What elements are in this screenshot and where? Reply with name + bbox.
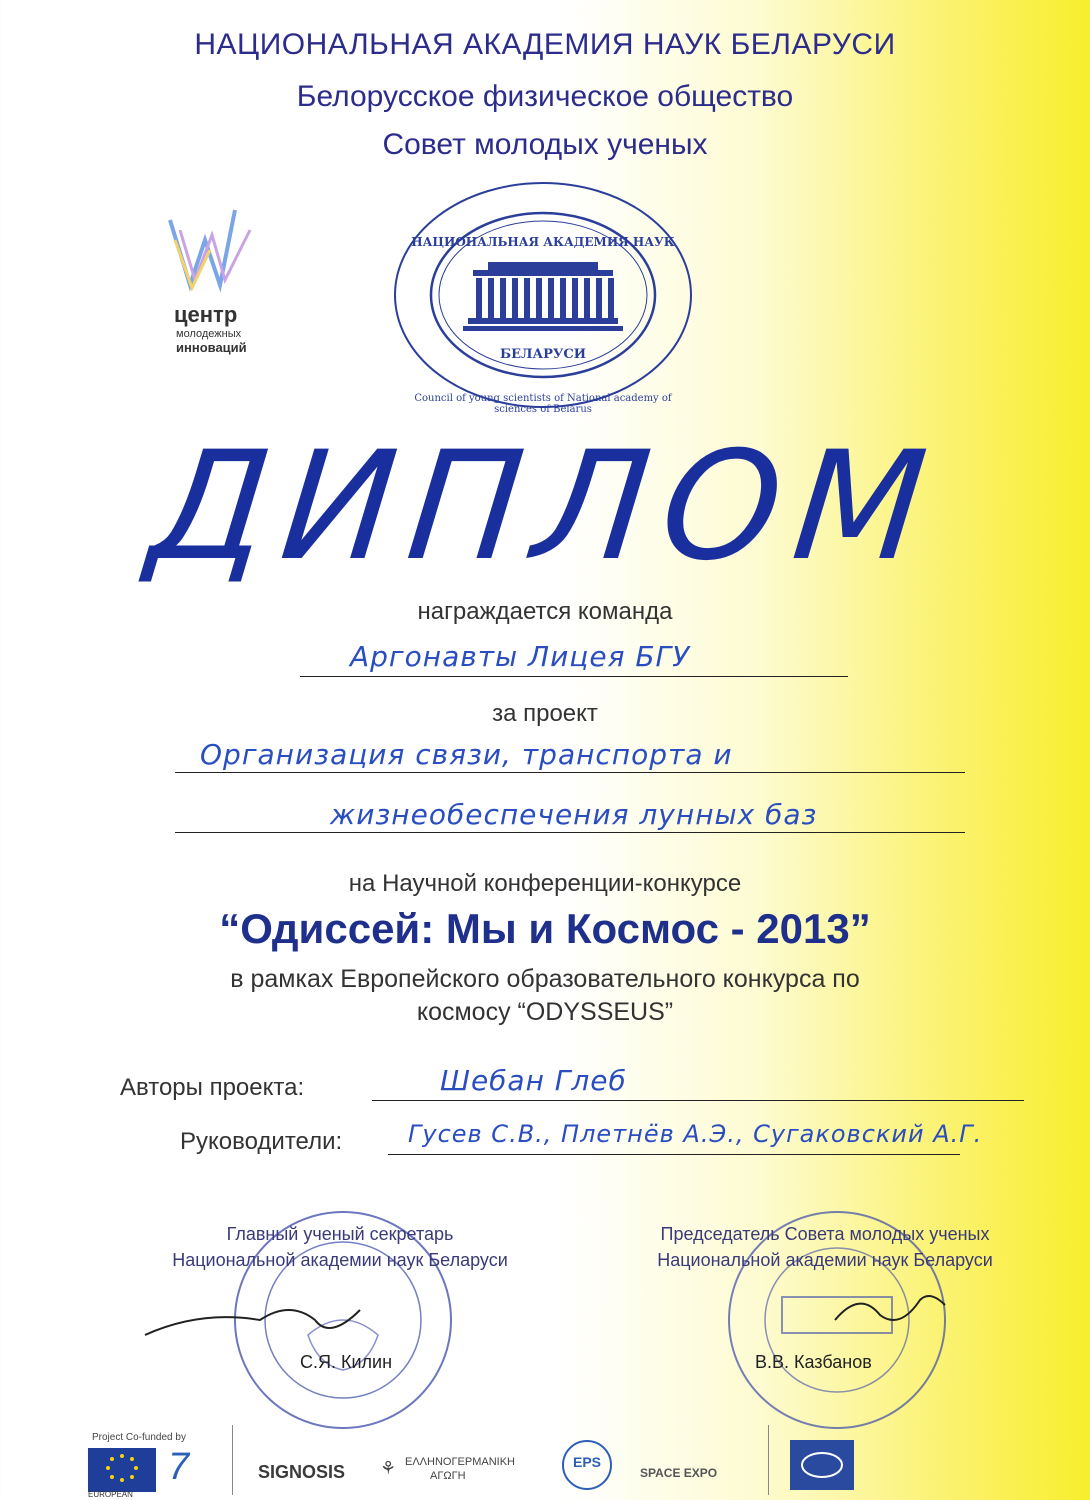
partner-logo-icon xyxy=(790,1440,854,1490)
right-signatory-name: В.В. Казбанов xyxy=(755,1352,872,1372)
council-emblem-icon xyxy=(388,175,698,415)
project-underline-1 xyxy=(175,772,965,773)
awarded-label: награждается команда xyxy=(417,598,673,625)
signosis-logo: SIGNOSIS xyxy=(258,1462,346,1482)
framework-line-1: в рамках Европейского образовательного конкурса по xyxy=(230,965,860,993)
supervisors-value: Гусев С.В., Плетнёв А.Э., Сугаковский А.Г. xyxy=(408,1120,983,1148)
fp7-icon: 7 xyxy=(168,1446,190,1488)
right-signatory-title-1: Председатель Совета молодых ученых xyxy=(660,1224,990,1244)
supervisors-label: Руководители: xyxy=(180,1128,343,1155)
diploma-title: ДИПЛОМ xyxy=(142,420,948,594)
right-signature-icon xyxy=(830,1280,950,1340)
conference-label: на Научной конференции-конкурсе xyxy=(348,870,742,897)
team-underline xyxy=(300,676,848,677)
eps-logo: EPS xyxy=(573,1454,602,1470)
authors-label: Авторы проекта: xyxy=(120,1074,305,1101)
hellenic-logo-2: ΑΓΩΓΗ xyxy=(430,1470,466,1482)
authors-value: Шебан Глеб xyxy=(440,1064,627,1097)
left-signatory-title-2: Национальной академии наук Беларуси xyxy=(172,1250,508,1270)
project-line-2: жизнеобеспечения лунных баз xyxy=(330,798,818,831)
youth-innovation-icon xyxy=(160,200,280,295)
framework-line-2: космосу “ODYSSEUS” xyxy=(416,998,674,1026)
project-underline-2 xyxy=(175,832,965,833)
project-label: за проект xyxy=(492,700,598,727)
header-young-scientists: Совет молодых ученых xyxy=(382,128,708,161)
header-academy: НАЦИОНАЛЬНАЯ АКАДЕМИЯ НАУК БЕЛАРУСИ xyxy=(194,28,896,61)
event-name: “Одиссей: Мы и Космос - 2013” xyxy=(219,905,871,952)
supervisors-underline xyxy=(388,1154,960,1155)
council-emblem xyxy=(388,175,698,415)
left-signature-icon xyxy=(140,1290,370,1350)
header-physical-society: Белорусское физическое общество xyxy=(296,80,794,113)
left-signatory-name: С.Я. Килин xyxy=(300,1352,393,1372)
emblem-top-text: НАЦИОНАЛЬНАЯ АКАДЕМИЯ НАУК xyxy=(411,235,675,249)
project-line-1: Организация связи, транспорта и xyxy=(200,738,733,771)
hellenic-logo: ΕΛΛΗΝΟΓΕΡΜΑΝΙΚΗ xyxy=(405,1456,515,1468)
footer-divider-1 xyxy=(232,1425,233,1495)
footer-divider-2 xyxy=(768,1425,769,1495)
space-expo-logo: SPACE EXPO xyxy=(640,1466,718,1480)
logo-line3: инноваций xyxy=(176,340,247,355)
authors-underline xyxy=(372,1100,1024,1101)
emblem-bottom-text: БЕЛАРУСИ xyxy=(499,347,587,362)
youth-innovation-logo xyxy=(160,200,280,355)
logo-line2: молодежных xyxy=(176,328,242,340)
left-signatory-title-1: Главный ученый секретарь xyxy=(226,1224,454,1244)
eu-flag-icon xyxy=(88,1448,156,1492)
cofunded-label: Project Co-funded by xyxy=(92,1432,186,1443)
european-label: EUROPEAN xyxy=(88,1490,133,1499)
logo-line1: центр xyxy=(174,302,238,327)
emblem-ring-text: Council of young scientists of National academy of sciences of Belarus xyxy=(414,393,672,415)
right-signatory-title-2: Национальной академии наук Беларуси xyxy=(657,1250,993,1270)
team-name: Аргонавты Лицея БГУ xyxy=(350,640,691,673)
hellenic-icon: ⚘ xyxy=(380,1458,397,1478)
